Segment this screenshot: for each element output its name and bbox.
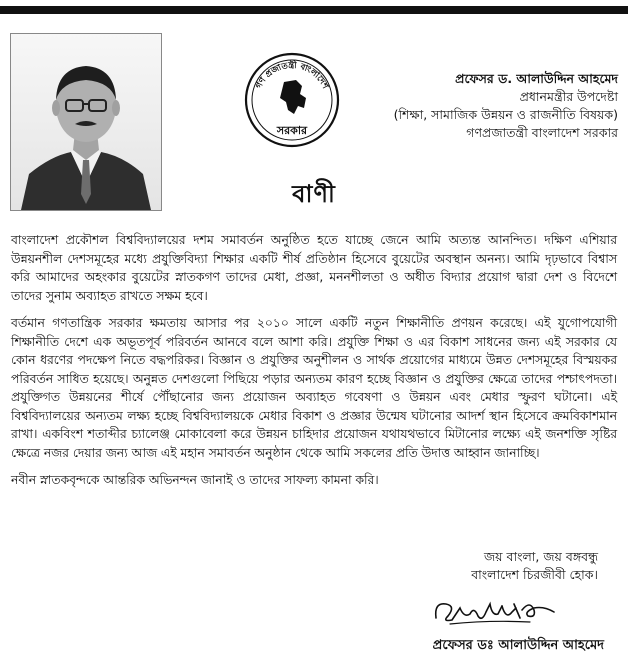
page-title: বাণী [292, 180, 336, 208]
top-rule [0, 6, 628, 14]
advisor-block [308, 70, 618, 142]
signature [430, 594, 560, 628]
closing-wish: বাংলাদেশ চিরজীবী হোক। [471, 567, 598, 582]
seal-bottom-text: সরকার [276, 124, 308, 137]
advisor-government: গণপ্রজাতন্ত্রী বাংলাদেশ সরকার [466, 125, 618, 140]
advisor-portfolio: (শিক্ষা, সামাজিক উন্নয়ন ও রাজনীতি বিষয়ক) [393, 107, 618, 122]
message-body [11, 231, 617, 499]
message-paragraph: নবীন স্নাতকবৃন্দকে আন্তরিক অভিনন্দন জানাই ও তাদের সাফল্য কামনা করি। [11, 473, 379, 487]
advisor-designation: প্রধানমন্ত্রীর উপদেষ্টা [519, 89, 618, 104]
advisor-name: প্রফেসর ড. আলাউদ্দিন আহমেদ [455, 71, 618, 86]
message-paragraph: বর্তমান গণতান্ত্রিক সরকার ক্ষমতায় আসার পর ২০১০ সালে একটি নতুন শিক্ষানীতি প্রণয়ন করেছে। এই যুগোপযোগী শিক্ষানীতি দেশে এক অভূতপূর্ব পরিবর্তন আনবে বলে আশা করি। প্রযুক্তি শিক্ষা ও এর বিকাশ সাধনের জন্য এই সরকার যে কোন ধরণের পদক্ষেপ নিতে বদ্ধপরিকর। বিজ্ঞান ও প্রযুক্তির অনুশীলন ও সার্থক প্রয়োগের মাধ্যমে উন্নত দেশসমূহের বিস্ময়কর পরিবর্তন সাধিত হয়েছে। অনুন্নত দেশগুলো পিছিয়ে পড়ার অন্যতম কারণ হচ্ছে বিজ্ঞান ও প্রযুক্তির ক্ষেত্রে তাদের পশ্চাৎপদতা। প্রযুক্তিগত উন্নয়নের শীর্ষে পৌঁছানোর জন্য প্রয়োজন অব্যাহত গবেষণা ও উন্নয়ন এবং মেধার স্ফুরণ ঘটানো। এই বিশ্ববিদ্যালয়ের অন্যতম লক্ষ্য হচ্ছে বিশ্ববিদ্যালয়কে মেধার বিকাশ ও প্রজ্ঞার উন্মেষ ঘটানোর আদর্শ স্থান হিসেবে ক্রমবিকাশমান রাখা। একবিংশ শতাব্দীর চ্যালেঞ্জ মোকাবেলা করে উন্নয়ন চাহিদার প্রয়োজন যথাযথভাবে মিটানোর লক্ষ্যে এই জনশক্তি সৃষ্টির ক্ষেত্রে নজর দেয়ার জন্য আজ এই মহান সমাবর্তন অনুষ্ঠান থেকে আমি সকলের প্রতি উদাত্ত আহ্বান জানাচ্ছি। [11, 316, 617, 460]
closing-slogan: জয় বাংলা, জয় বঙ্গবন্ধু [484, 549, 598, 564]
signer-name: প্রফেসর ডঃ আলাউদ্দিন আহমেদ [432, 638, 604, 653]
message-paragraph: বাংলাদেশ প্রকৌশল বিশ্ববিদ্যালয়ের দশম সমাবর্তন অনুষ্ঠিত হতে যাচ্ছে জেনে আমি অত্যন্ত আনন্দিত। দক্ষিণ এশিয়ার উন্নয়নশীল দেশসমূহের মধ্যে প্রযুক্তিবিদ্যা শিক্ষার একটি শীর্ষ প্রতিষ্ঠান হিসেবে বুয়েটের অবস্থান অনন্য। আমি দৃঢ়ভাবে বিশ্বাস করি আমাদের অহংকার বুয়েটের স্নাতকগণ তাদের মেধা, প্রজ্ঞা, মননশীলতা ও অধীত বিদ্যার প্রয়োগ দ্বারা দেশ ও বিদেশে তাদের সুনাম অব্যাহত রাখতে সক্ষম হবে। [11, 233, 617, 303]
handwritten-signature-icon [430, 594, 560, 628]
closing-block [338, 548, 598, 584]
seal-arc-text: গণ প্রজাতন্ত্রী বাংলাদেশ [254, 60, 330, 91]
